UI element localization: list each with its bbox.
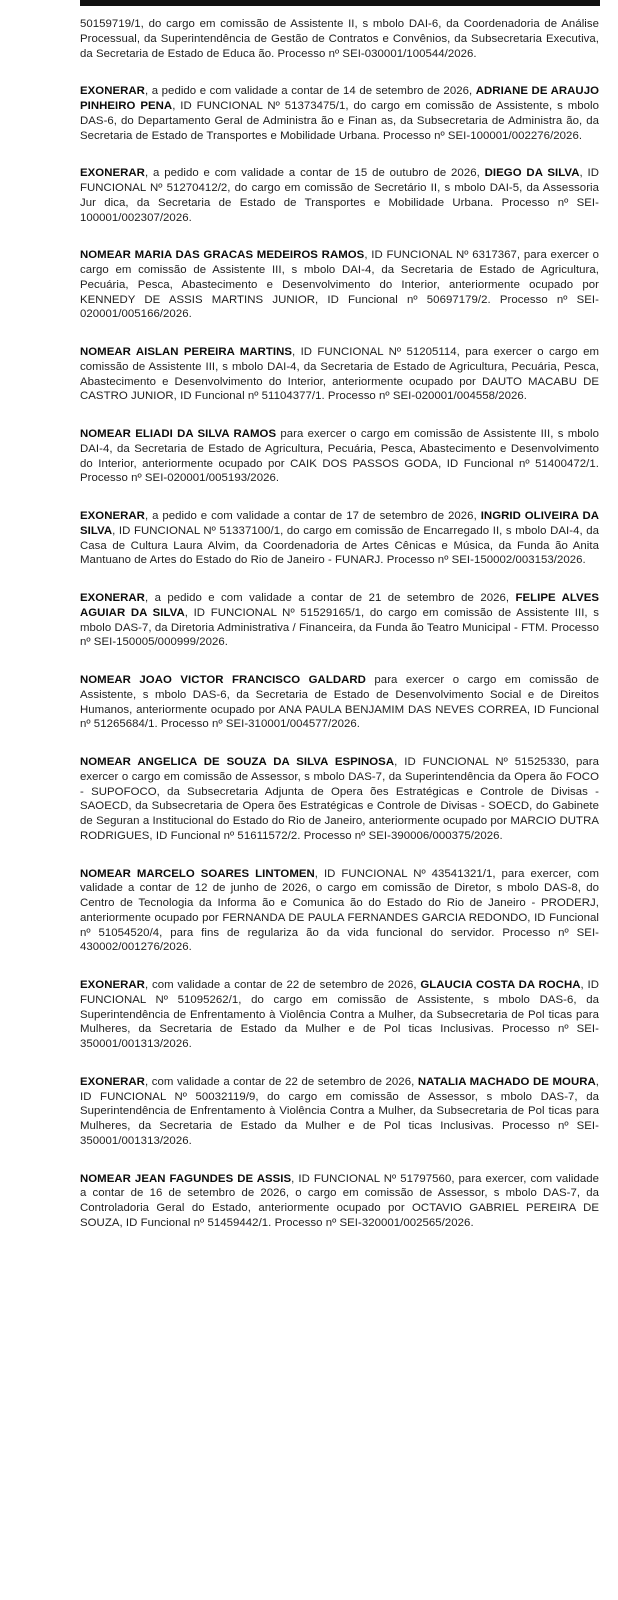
text-run: , ID FUNCIONAL Nº 51337100/1, do cargo em comissão de Encarregado II, s mbolo DAI-4, da Casa de Cultura Laura Alvim, da Coordenadoria de Artes Cênicas e Música, da Funda ão Anita Mantuano de Artes do Estado do Rio de Janeiro - FUNARJ. Processo nº SEI-150002/003153/2026. — [80, 524, 599, 567]
text-run: , ID FUNCIONAL Nº 51095262/1, do cargo em comissão de Assistente, s mbolo DAS-6, da Superintendência de Enfrentamento à Violência Contra a Mulher, da Subsecretaria de Pol ticas para Mulheres, da Secretaria de Estado da Mulher e de Pol ticas Inclusivas. Processo nº SEI-350001/001313/2026. — [80, 979, 600, 1050]
text-run: , ID FUNCIONAL Nº 6317367, para exercer o cargo em comissão de Assistente III, s mbolo DAI-4, da Secretaria de Estado de Agricultura, Pecuária, Pesca, Abastecimento e Desenvolvimento do Interior, anteriormente ocupado por KENNEDY DE ASSIS MARTINS JUNIOR, ID Funcional nº 50697179/2. Processo nº SEI-020001/005166/2026. — [80, 249, 599, 321]
act-paragraph — [80, 978, 599, 1052]
act-paragraph — [80, 867, 599, 956]
text-run: , a pedido e com validade a contar de 14 de setembro de 2026, — [144, 85, 476, 98]
text-run: , ID FUNCIONAL Nº 51270412/2, do cargo em comissão de Secretário II, s mbolo DAI-5, da Assessoria Jur dica, da Secretaria de Estado de Transportes e Mobilidade Urbana. Processo nº SEI-100001/002307/2026. — [80, 167, 600, 224]
act-paragraph — [80, 1075, 599, 1149]
text-run: , ID FUNCIONAL Nº 43541321/1, para exercer, com validade a contar de 12 de junho de 2026, o cargo em comissão de Diretor, s mbolo DAS-8, do Centro de Tecnologia da Informa ão e Comunica ão do Estado do Rio de Janeiro - PRODERJ, anteriormente ocupado por FERNANDA DE PAULA FERNANDES GARCIA REDONDO, ID Funcional nº 51054520/4, para fins de regulariza ão da vida funcional do servidor. Processo nº SEI-430002/001276/2026. — [80, 867, 599, 954]
text-run: , ID FUNCIONAL Nº 51797560, para exercer, com validade a contar de 16 de setembro de 2026, o cargo em comissão de Assessor, s mbolo DAS-7, da Controladoria Geral do Estado, anteriormente ocupado por OCTAVIO GABRIEL PEREIRA DE SOUZA, ID Funcional nº 51459442/1. Processo nº SEI-320001/002565/2026. — [80, 1172, 599, 1229]
bold-run: DIEGO DA SILVA — [484, 167, 580, 180]
act-paragraph — [80, 755, 599, 844]
bold-run: EXONERAR — [80, 979, 145, 991]
bold-run: NOMEAR MARCELO SOARES LINTOMEN — [80, 867, 315, 880]
text-run: , ID FUNCIONAL Nº 51525330, para exercer o cargo em comissão de Assessor, s mbolo DAS-7, da Superintendência da Opera ão FOCO - SUPOFOCO, da Subsecretaria Adjunta de Opera ões Estratégicas e Controle de Divisas - SAOECD, da Subsecretaria de Opera ões Estratégicas e Controle de Divisas - SOECD, do Gabinete de Seguran a Institucional do Estado do Rio de Janeiro, anteriormente ocupado por MARCIO DUTRA RODRIGUES, ID Funcional nº 51611572/2. Processo nº SEI-390006/000375/2026. — [80, 756, 599, 842]
bold-run: GLAUCIA COSTA DA ROCHA — [420, 979, 581, 991]
text-run: , ID FUNCIONAL Nº 51373475/1, do cargo em comissão de Assistente, s mbolo DAS-6, do Departamento Geral de Administra ão e Finan as, da Subsecretaria de Administra ão, da Secretaria de Estado de Transportes e Mobilidade Urbana. Processo nº SEI-100001/002276/2026. — [80, 100, 599, 142]
act-paragraph — [80, 166, 599, 225]
act-paragraph — [80, 1172, 599, 1231]
bold-run: EXONERAR — [80, 1075, 145, 1088]
text-run: para exercer o cargo em comissão de Assistente, s mbolo DAS-6, da Secretaria de Estado de Desenvolvimento Social e de Direitos Humanos, anteriormente ocupado por ANA PAULA BENJAMIM DAS NEVES CORREA, ID Funcional nº 51265684/1. Processo nº SEI-310001/004577/2026. — [80, 674, 599, 731]
text-run: 50159719/1, do cargo em comissão de Assistente II, s mbolo DAI-6, da Coordenadoria de Análise Processual, da Superintendência de Gestão de Contratos e Convênios, da Subsecretaria Executiva, da Secretaria de Estado de Educa ão. Processo nº SEI-030001/100544/2026. — [80, 18, 599, 60]
bold-run: EXONERAR — [80, 85, 145, 98]
bold-run: EXONERAR — [80, 510, 145, 522]
text-run: , com validade a contar de 22 de setembro de 2026, — [144, 979, 421, 991]
text-run: , ID FUNCIONAL Nº 51529165/1, do cargo em comissão de Assistente III, s mbolo DAS-7, da Diretoria Administrativa / Financeira, da Funda ão Teatro Municipal - FTM. Processo nº SEI-150005/000999/2026. — [80, 606, 600, 649]
act-paragraph — [80, 591, 599, 650]
text-run: , a pedido e com validade a contar de 17 de setembro de 2026, — [144, 510, 481, 522]
bold-run: NOMEAR JEAN FAGUNDES DE ASSIS — [80, 1172, 292, 1185]
bold-run: NOMEAR ELIADI DA SILVA RAMOS — [80, 428, 277, 440]
bold-run: FELIPE ALVES AGUIAR DA SILVA — [80, 592, 599, 619]
bold-run: NATALIA MACHADO DE MOURA — [417, 1075, 596, 1088]
bold-run: NOMEAR ANGELICA DE SOUZA DA SILVA ESPINOSA — [80, 756, 395, 768]
text-run: , ID FUNCIONAL Nº 51205114, para exercer o cargo em comissão de Assistente III, s mbolo DAI-4, da Secretaria de Estado de Agricultura, Pecuária, Pesca, Abastecimento e Desenvolvimento do Interior, anteriormente ocupado por DAUTO MACABU DE CASTRO JUNIOR, ID Funcional nº 51104377/1. Processo nº SEI-020001/004558/2026. — [80, 346, 599, 403]
text-run: , ID FUNCIONAL Nº 50032119/9, do cargo em comissão de Assessor, s mbolo DAS-7, da Superintendência de Enfrentamento à Violência Contra a Mulher, da Subsecretaria de Pol ticas para Mulheres, da Secretaria de Estado da Mulher e de Pol ticas Inclusivas. Processo nº SEI-350001/001313/2026. — [80, 1075, 599, 1147]
bold-run: ADRIANE DE ARAUJO PINHEIRO PENA — [80, 85, 599, 112]
text-column — [80, 17, 599, 1254]
act-paragraph — [80, 248, 599, 322]
top-rule — [80, 0, 600, 6]
act-paragraph — [80, 427, 599, 486]
bold-run: EXONERAR — [80, 592, 145, 604]
bold-run: NOMEAR JOAO VICTOR FRANCISCO GALDARD — [80, 674, 366, 686]
act-paragraph — [80, 509, 599, 568]
bold-run: INGRID OLIVEIRA DA SILVA — [80, 510, 600, 537]
bold-run: NOMEAR AISLAN PEREIRA MARTINS — [80, 346, 293, 358]
act-paragraph — [80, 84, 599, 143]
text-run: para exercer o cargo em comissão de Assistente III, s mbolo DAI-4, da Secretaria de Estado de Agricultura, Pecuária, Pesca, Abastecimento e Desenvolvimento do Interior, anteriormente ocupado por CAIK DOS PASSOS GODA, ID Funcional nº 51400472/1. Processo nº SEI-020001/005193/2026. — [80, 428, 599, 485]
text-run: , a pedido e com validade a contar de 15 de outubro de 2026, — [144, 167, 485, 180]
text-run: , a pedido e com validade a contar de 21 de setembro de 2026, — [144, 592, 516, 604]
act-paragraph — [80, 17, 599, 61]
bold-run: NOMEAR MARIA DAS GRACAS MEDEIROS RAMOS — [80, 249, 365, 262]
act-paragraph — [80, 345, 599, 404]
bold-run: EXONERAR — [80, 167, 145, 180]
act-paragraph — [80, 673, 599, 732]
text-run: , com validade a contar de 22 de setembro de 2026, — [144, 1075, 418, 1088]
